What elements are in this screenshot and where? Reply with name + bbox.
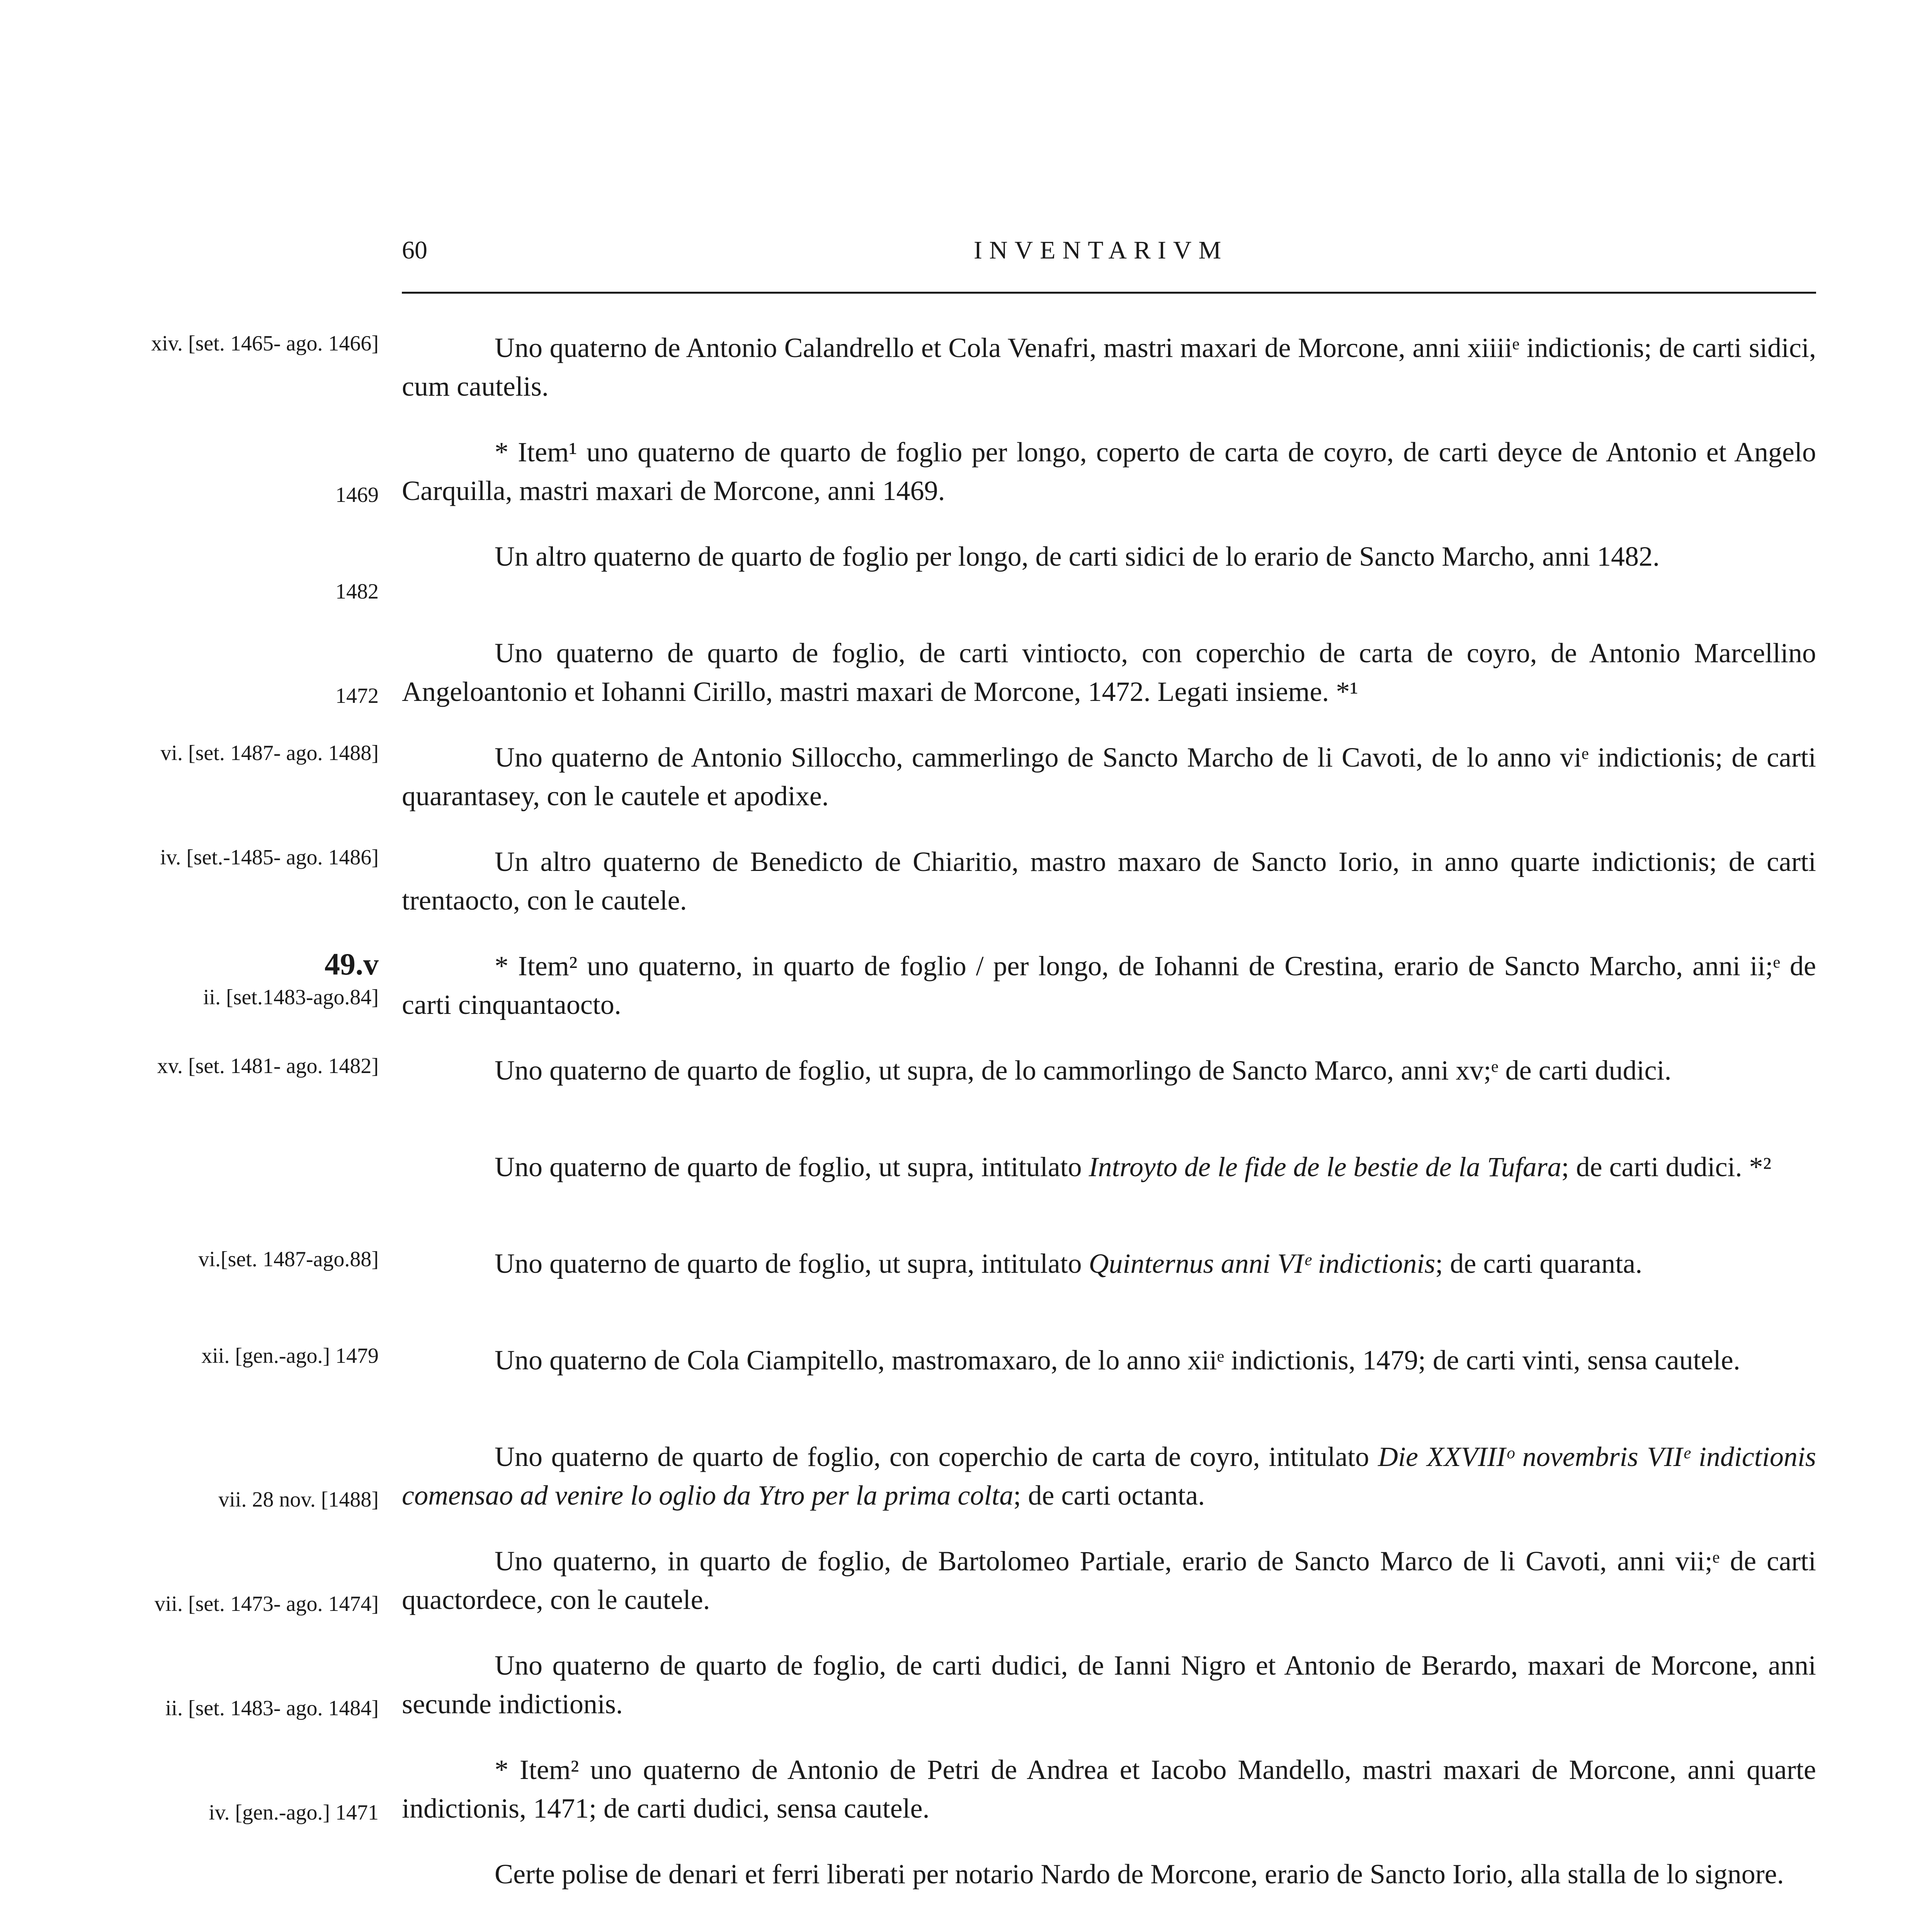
margin-note: iv. [set.-1485- ago. 1486] <box>160 845 379 869</box>
entry-text: Uno quaterno de Antonio Calandrello et Cola Venafri, mastri maxari de Morcone, anni xiiiiᵉ indictionis; de carti sidici, cum cautelis. <box>402 332 1816 402</box>
entry-text <box>402 1244 1816 1283</box>
entry-text-after: ; de carti octanta. <box>1013 1480 1205 1511</box>
entry-text-before: Uno quaterno de quarto de foglio, ut supra, intitulato <box>495 1248 1089 1279</box>
entry-text-before: Uno quaterno de quarto de foglio, con coperchio de carta de coyro, intitulato <box>495 1441 1378 1472</box>
margin-note: xiv. [set. 1465- ago. 1466] <box>151 332 379 355</box>
entry-text: Un altro quaterno de Benedicto de Chiaritio, mastro maxaro de Sancto Iorio, in anno quarte indictionis; de carti trentaocto, con le cautele. <box>402 846 1816 916</box>
entry <box>0 842 1932 920</box>
entry <box>0 1341 1932 1410</box>
margin-note: ii. [set. 1483- ago. 1484] <box>165 1696 379 1720</box>
page-number: 60 <box>402 236 427 264</box>
running-title: INVENTARIVM <box>974 236 1228 264</box>
entry <box>0 738 1932 815</box>
entry-text: Uno quaterno de Antonio Silloccho, cammerlingo de Sancto Marcho de li Cavoti, de lo anno viᵉ indictionis; de carti quarantasey, con le cautele et apodixe. <box>402 742 1816 811</box>
entry-text-after: ; de carti dudici. *² <box>1561 1151 1772 1182</box>
entry-title-italic: Quinternus anni VIᵉ indictionis <box>1088 1248 1435 1279</box>
entry <box>0 1855 1932 1924</box>
margin-note: vi.[set. 1487-ago.88] <box>198 1247 379 1271</box>
entry-text: Uno quaterno de quarto de foglio, de carti dudici, de Ianni Nigro et Antonio de Berardo, maxari de Morcone, anni secunde indictionis. <box>402 1650 1816 1719</box>
margin-note: xii. [gen.-ago.] 1479 <box>201 1344 379 1368</box>
entry <box>0 1437 1932 1515</box>
entry-text: Uno quaterno de quarto de foglio, de carti vintiocto, con coperchio de carta de coyro, de Antonio Marcellino Angeloantonio et Iohanni Cirillo, mastri maxari de Morcone, 1472. Legati insieme. *¹ <box>402 638 1816 707</box>
entry-text: Certe polise de denari et ferri liberati per notario Nardo de Morcone, erario de Sancto Iorio, alla stalla de lo signore. <box>495 1859 1784 1889</box>
entry <box>0 433 1932 510</box>
entry-text-after: ; de carti quaranta. <box>1435 1248 1643 1279</box>
entry <box>0 1750 1932 1828</box>
entry <box>0 1244 1932 1314</box>
entry <box>0 1646 1932 1723</box>
entry-text: Uno quaterno de Cola Ciampitello, mastromaxaro, de lo anno xiiᵉ indictionis, 1479; de carti vinti, sensa cautele. <box>495 1345 1740 1376</box>
margin-note: vii. 28 nov. [1488] <box>218 1488 379 1512</box>
margin-note: vii. [set. 1473- ago. 1474] <box>154 1592 379 1616</box>
margin-note: 1472 <box>335 684 379 708</box>
margin-note <box>147 947 379 1012</box>
entry-text <box>402 1148 1816 1186</box>
entry-text: Uno quaterno, in quarto de foglio, de Bartolomeo Partiale, erario de Sancto Marco de li Cavoti, anni vii;ᵉ de carti quactordece, con le cautele. <box>402 1546 1816 1615</box>
margin-note: xv. [set. 1481- ago. 1482] <box>157 1054 379 1078</box>
entry <box>0 1051 1932 1121</box>
entry <box>0 328 1932 406</box>
entry <box>0 947 1932 1024</box>
entry-text: Un altro quaterno de quarto de foglio per longo, de carti sidici de lo erario de Sancto Marcho, anni 1482. <box>495 541 1660 572</box>
entry <box>0 1542 1932 1619</box>
header-rule <box>402 292 1816 294</box>
entry <box>0 537 1932 607</box>
margin-note: vi. [set. 1487- ago. 1488] <box>160 741 379 765</box>
folio-mark: 49.v <box>325 947 379 981</box>
entry-text: * Item¹ uno quaterno de quarto de foglio per longo, coperto de carta de coyro, de carti deyce de Antonio et Angelo Carquilla, mastri maxari de Morcone, anni 1469. <box>402 437 1816 506</box>
entry-title-italic: Die XXVIIIᵒ novembris VIIᵉ indictionis comensao ad venire lo oglio da Ytro per la prima colta <box>402 1441 1816 1511</box>
entry-text <box>402 1437 1816 1515</box>
margin-note: iv. [gen.-ago.] 1471 <box>209 1801 379 1825</box>
entry-list <box>0 328 1932 1932</box>
entry-text: Uno quaterno de quarto de foglio, ut supra, de lo cammorlingo de Sancto Marco, anni xv;ᵉ de carti dudici. <box>495 1055 1672 1086</box>
margin-date: ii. [set.1483-ago.84] <box>203 985 379 1009</box>
margin-note: 1482 <box>335 580 379 604</box>
margin-note: 1469 <box>335 483 379 507</box>
entry <box>0 634 1932 711</box>
entry-title-italic: Introyto de le fide de le bestie de la Tufara <box>1088 1151 1561 1182</box>
entry-text-before: Uno quaterno de quarto de foglio, ut supra, intitulato <box>495 1151 1089 1182</box>
entry-text: * Item² uno quaterno, in quarto de foglio / per longo, de Iohanni de Crestina, erario de Sancto Marcho, anni ii;ᵉ de carti cinquantaocto. <box>402 951 1816 1020</box>
entry-text: * Item² uno quaterno de Antonio de Petri de Andrea et Iacobo Mandello, mastri maxari de Morcone, anni quarte indictionis, 1471; de carti dudici, sensa cautele. <box>402 1754 1816 1824</box>
page-header <box>402 228 1816 270</box>
entry <box>0 1148 1932 1217</box>
